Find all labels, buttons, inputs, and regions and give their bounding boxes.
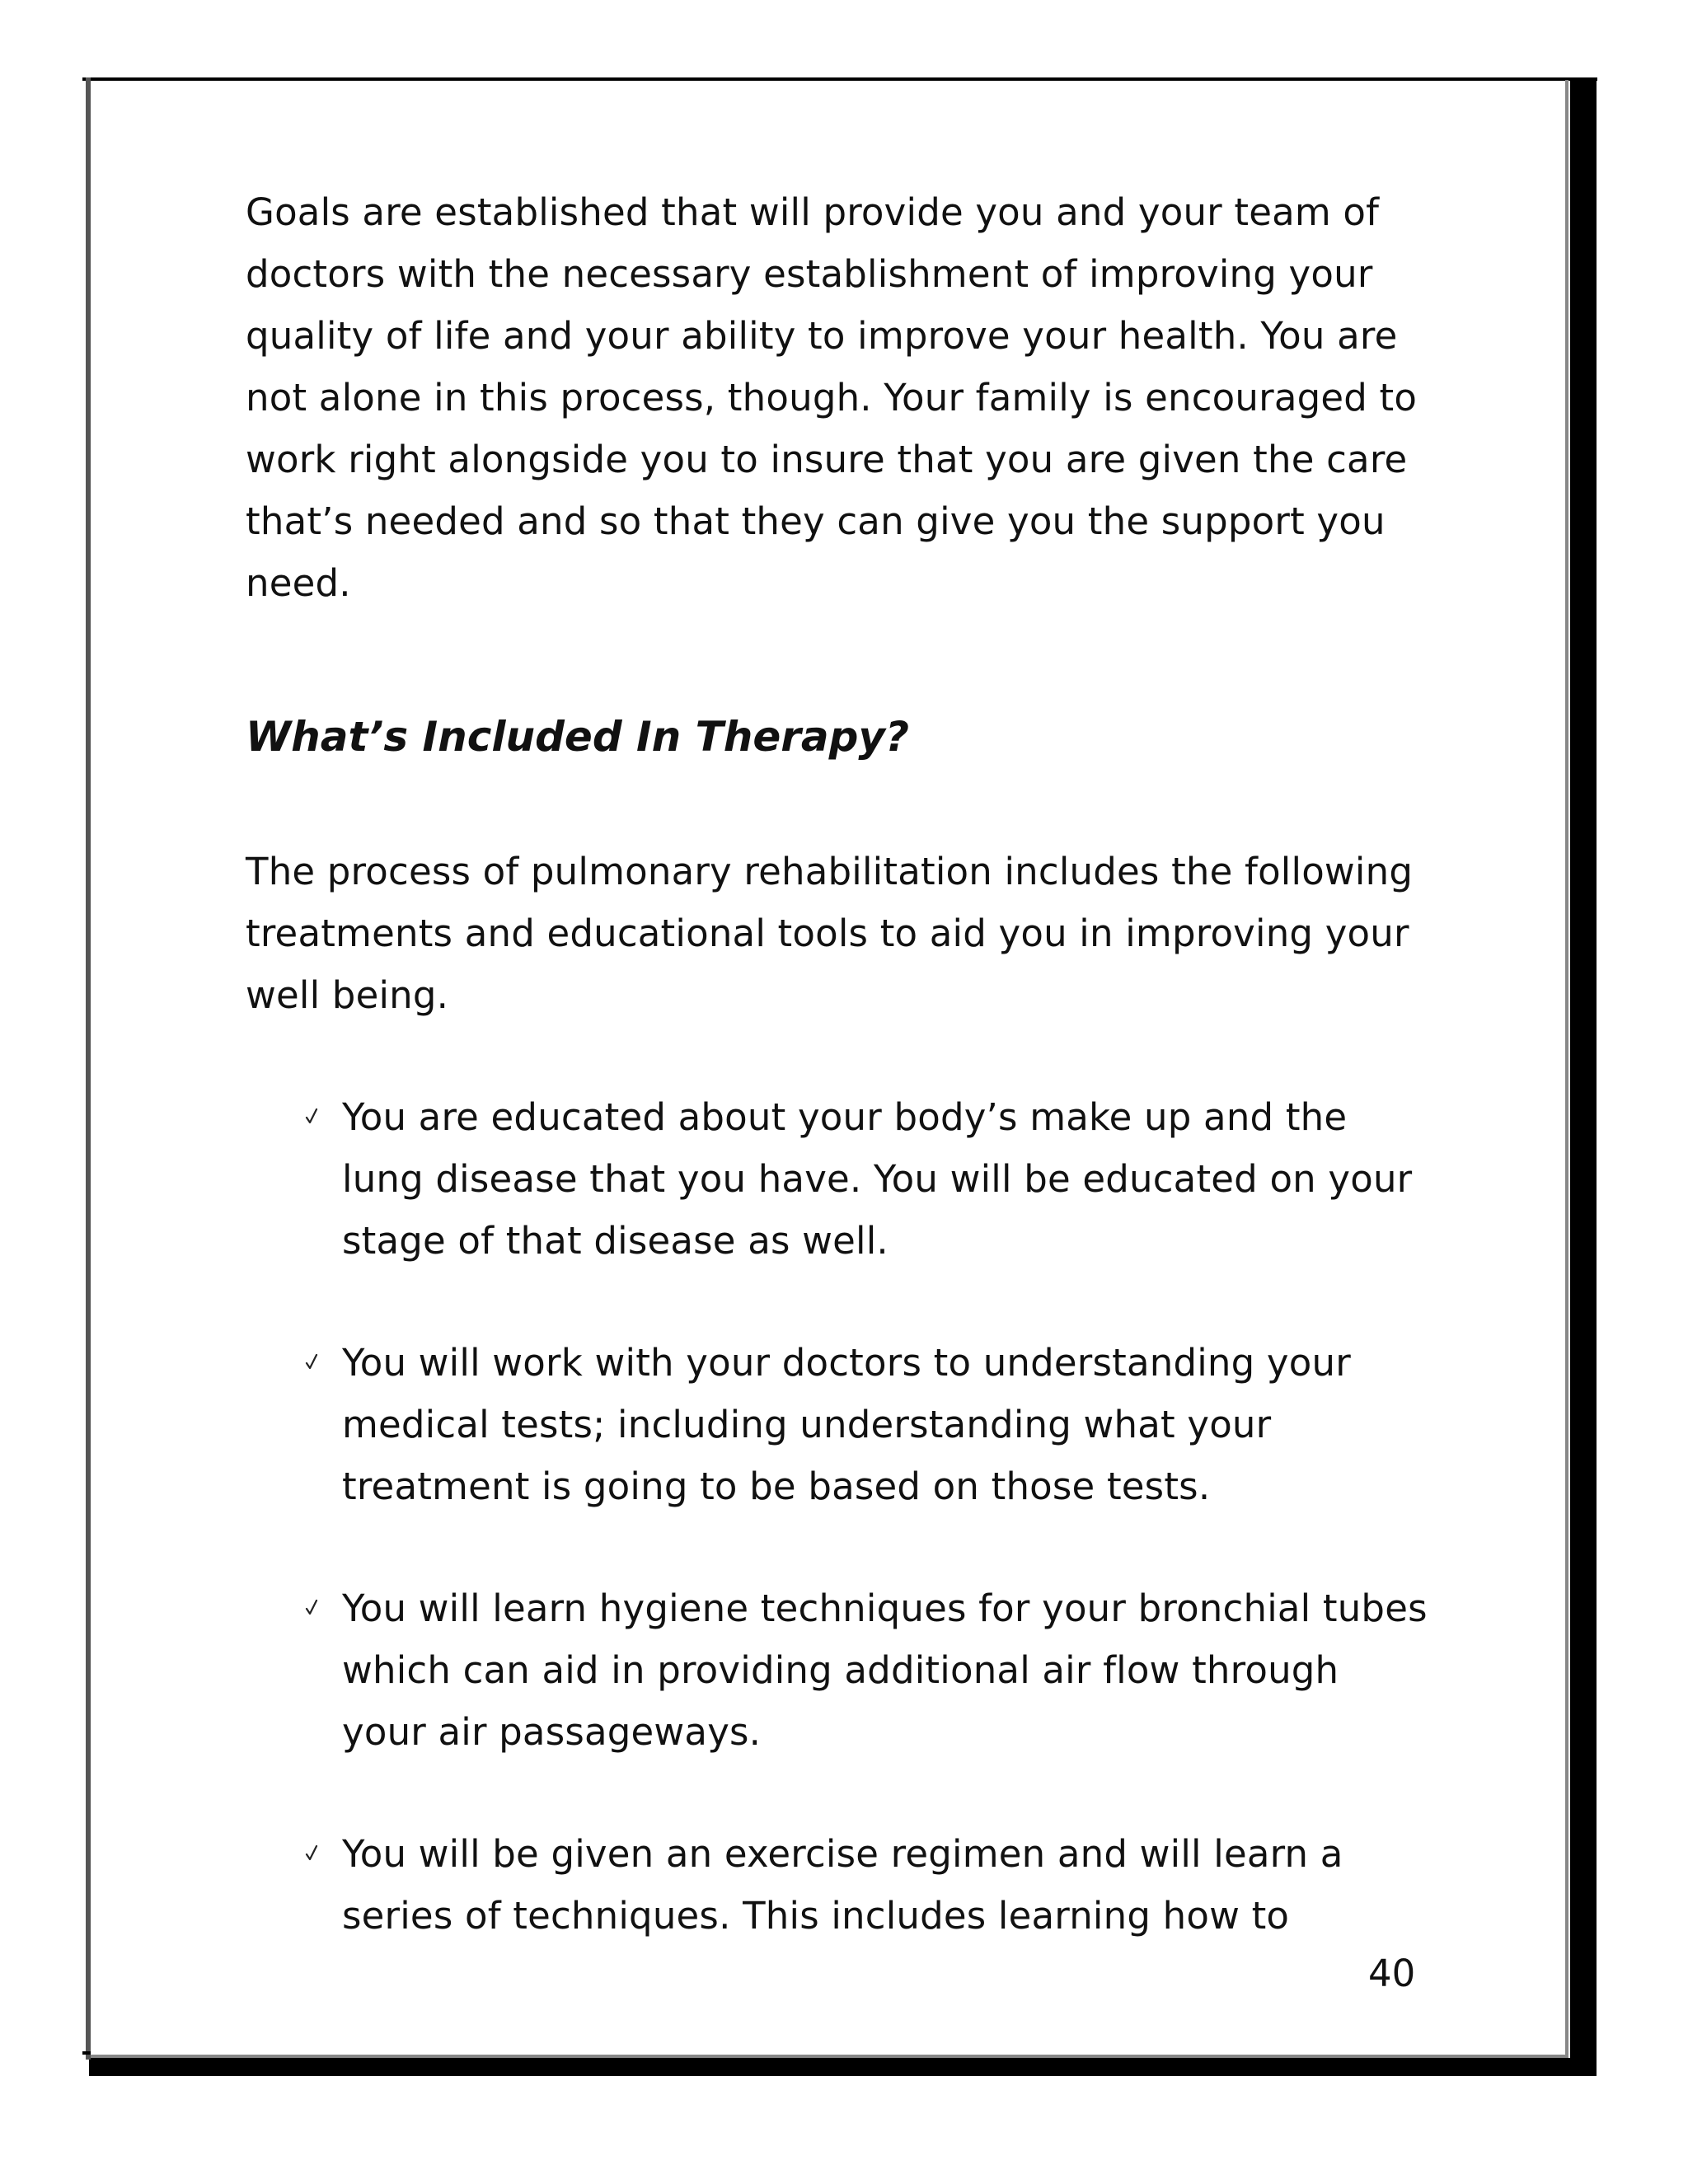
check-icon — [305, 1844, 318, 1861]
list-item — [246, 1577, 1432, 1763]
list-item — [246, 1086, 1432, 1272]
list-item-text: You will work with your doctors to understanding your medical tests; including understanding what your treatment is going to be based on those tests. — [342, 1341, 1351, 1508]
section-heading: What’s Included In Therapy? — [246, 713, 910, 761]
list-item-text: You are educated about your body’s make up and the lung disease that you have. You will be educated on your stage of that disease as well. — [342, 1095, 1413, 1263]
therapy-list — [246, 1086, 1432, 2007]
list-item-text: You will be given an exercise regimen and will learn a series of techniques. This includes learning how to — [342, 1832, 1343, 1938]
page-number: 40 — [1368, 1952, 1416, 1995]
list-item-text: You will learn hygiene techniques for your bronchial tubes which can aid in providing additional air flow through your air passageways. — [342, 1586, 1428, 1754]
page-frame-left-border — [86, 77, 91, 2060]
check-icon — [305, 1353, 318, 1370]
page-frame-shadow-bottom — [89, 2058, 1597, 2076]
list-item — [246, 1823, 1432, 1947]
page-frame-right-border — [1565, 80, 1568, 2058]
process-paragraph: The process of pulmonary rehabilitation includes the following treatments and educational tools to aid you in improving your well being. — [246, 850, 1414, 1017]
intro-paragraph: Goals are established that will provide you and your team of doctors with the necessary establishment of improving your quality of life and your ability to improve your health. You are not alone in this process, though. Your family is encouraged to work right alongside you to insure that you are given the care that’s needed and so that they can give you the support you need. — [246, 190, 1418, 605]
page-frame-shadow-right — [1570, 80, 1597, 2074]
check-icon — [305, 1599, 318, 1615]
page-frame-top-border — [82, 77, 1597, 81]
page-frame-bottom-border — [91, 2055, 1568, 2058]
page-frame-corner-tick — [82, 2051, 91, 2055]
check-icon — [305, 1108, 318, 1124]
list-item — [246, 1332, 1432, 1517]
